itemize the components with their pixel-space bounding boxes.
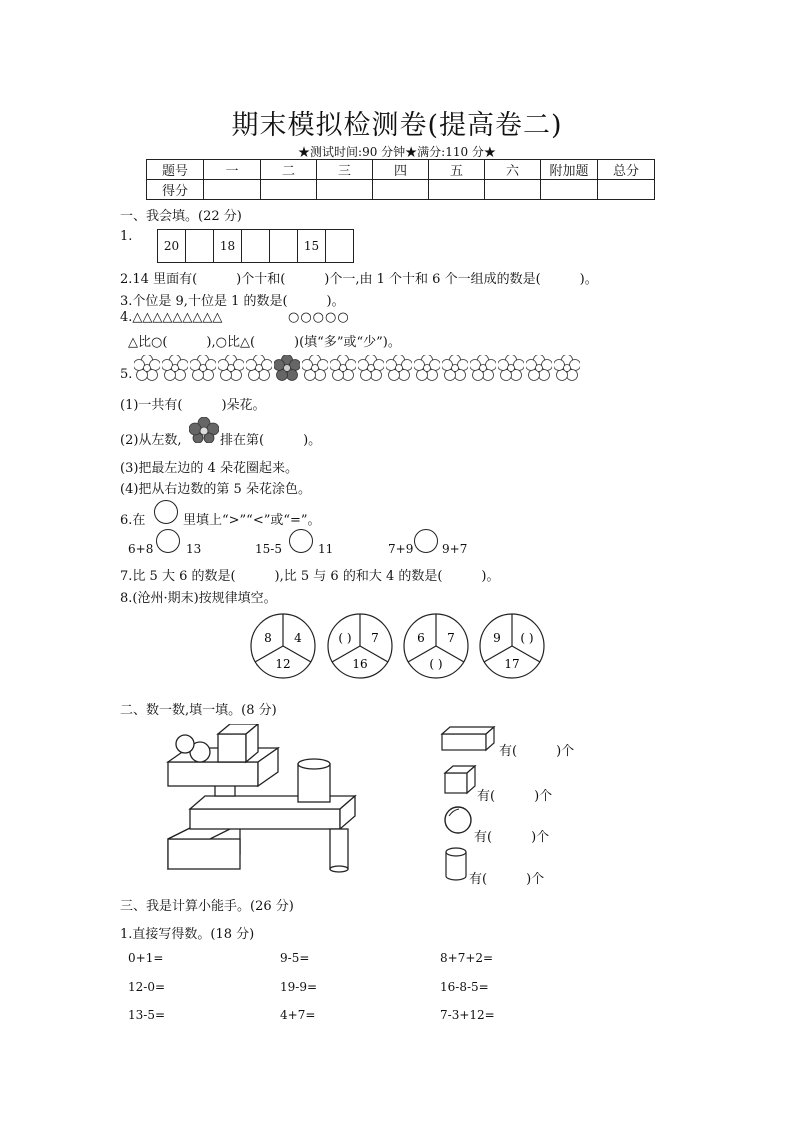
header-cell: 附加题 [541, 160, 598, 180]
header-cell: 五 [429, 160, 485, 180]
header-cell: 三 [317, 160, 373, 180]
header-cell: 二 [261, 160, 317, 180]
q6-text-b: 里填上“>”“<”或“=”。 [183, 513, 321, 528]
calc-item: 16-8-5= [440, 980, 489, 994]
q3-text: 3.个位是 9,十位是 1 的数是( )。 [120, 294, 345, 309]
score-cell[interactable] [541, 180, 598, 200]
score-cell[interactable] [261, 180, 317, 200]
q5-4-text: (4)把从右边数的第 5 朵花涂色。 [120, 482, 311, 497]
circle-value: 4 [294, 631, 302, 645]
compare-answer-circle[interactable] [414, 529, 438, 553]
calc-item: 8+7+2= [440, 951, 494, 965]
cuboid-answer: 有( )个 [499, 744, 575, 759]
page-title: 期末模拟检测卷(提高卷二) [231, 110, 563, 141]
circle-value: 6 [417, 631, 425, 645]
score-cell[interactable] [429, 180, 485, 200]
circle-value: 12 [275, 657, 291, 671]
circle-value: 8 [264, 631, 272, 645]
score-cell[interactable] [485, 180, 541, 200]
flower-icon[interactable] [134, 355, 160, 381]
score-cell[interactable] [598, 180, 655, 200]
flower-icon[interactable] [302, 355, 328, 381]
score-cell[interactable] [317, 180, 373, 200]
circle-value: 17 [504, 657, 520, 671]
compare-answer-circle[interactable] [289, 529, 313, 553]
page-subtitle: ★测试时间:90 分钟★满分:110 分★ [298, 145, 496, 159]
q6-item-right: 9+7 [442, 542, 468, 556]
section2-heading: 二、数一数,填一填。(8 分) [120, 703, 277, 718]
q5-flower-row [134, 355, 580, 381]
flower-icon[interactable] [414, 355, 440, 381]
q5-2-text-b: 排在第( )。 [220, 433, 322, 448]
q5-label: 5. [120, 367, 133, 382]
header-cell: 一 [204, 160, 261, 180]
circle-value: 16 [352, 657, 368, 671]
q6-item-right: 13 [186, 542, 202, 556]
flower-icon[interactable] [358, 355, 384, 381]
flower-icon[interactable] [442, 355, 468, 381]
flower-icon-special[interactable] [274, 355, 300, 381]
number-box[interactable] [270, 230, 298, 262]
q4-circles: ○○○○○ [288, 310, 350, 325]
q6-text-a: 6.在 [120, 513, 146, 528]
circle-value[interactable]: ( ) [429, 657, 443, 671]
flower-icon[interactable] [190, 355, 216, 381]
flower-icon[interactable] [162, 355, 188, 381]
flower-icon[interactable] [218, 355, 244, 381]
cuboid-icon [440, 726, 496, 752]
score-table-header-row [147, 160, 655, 180]
circle-value[interactable]: ( ) [520, 631, 534, 645]
calc-item: 7-3+12= [440, 1008, 495, 1022]
flower-icon[interactable] [554, 355, 580, 381]
flower-icon [189, 417, 219, 443]
number-box[interactable]: 20 [158, 230, 186, 262]
circle-value[interactable]: ( ) [338, 631, 352, 645]
q8-text: 8.(沧州·期末)按规律填空。 [120, 591, 277, 606]
q6-item-left: 6+8 [128, 542, 154, 556]
section3-heading: 三、我是计算小能手。(26 分) [120, 899, 294, 914]
score-cell[interactable] [373, 180, 429, 200]
number-box[interactable] [186, 230, 214, 262]
flower-icon[interactable] [330, 355, 356, 381]
block-stack-illustration [160, 724, 365, 874]
calc-item: 9-5= [280, 951, 310, 965]
number-box[interactable]: 15 [298, 230, 326, 262]
flower-icon[interactable] [386, 355, 412, 381]
calc-item: 13-5= [128, 1008, 166, 1022]
compare-answer-circle[interactable] [156, 529, 180, 553]
q2-text: 2.14 里面有( )个十和( )个一,由 1 个十和 6 个一组成的数是( )。 [120, 272, 598, 287]
calc-item: 4+7= [280, 1008, 316, 1022]
cube-icon [443, 765, 477, 795]
score-label-cell: 得分 [147, 180, 204, 200]
calc-item: 12-0= [128, 980, 166, 994]
score-table-score-row [147, 180, 655, 200]
q6-item-left: 7+9 [388, 542, 414, 556]
section1-heading: 一、我会填。(22 分) [120, 209, 242, 224]
header-cell: 四 [373, 160, 429, 180]
q6-item-left: 15-5 [255, 542, 282, 556]
header-cell: 题号 [147, 160, 204, 180]
q1-number-boxes [157, 229, 354, 263]
cube-answer: 有( )个 [477, 789, 553, 804]
q6-item-right: 11 [318, 542, 334, 556]
score-cell[interactable] [204, 180, 261, 200]
circle-value: 9 [493, 631, 501, 645]
flower-icon[interactable] [470, 355, 496, 381]
q4-triangles: 4.△△△△△△△△△ [120, 310, 223, 325]
sphere-icon [443, 805, 475, 837]
calc-item: 0+1= [128, 951, 164, 965]
sphere-answer: 有( )个 [474, 830, 550, 845]
circle-value: 7 [371, 631, 379, 645]
cylinder-answer: 有( )个 [469, 872, 545, 887]
header-cell: 六 [485, 160, 541, 180]
q8-pattern-circles [248, 612, 548, 682]
q7-text: 7.比 5 大 6 的数是( ),比 5 与 6 的和大 4 的数是( )。 [120, 569, 500, 584]
header-cell: 总分 [598, 160, 655, 180]
q4-text: △比○( ),○比△( )(填“多”或“少”)。 [128, 335, 401, 350]
calc-item: 19-9= [280, 980, 318, 994]
flower-icon[interactable] [526, 355, 552, 381]
number-box[interactable]: 18 [214, 230, 242, 262]
cylinder-icon [443, 846, 469, 882]
flower-icon[interactable] [246, 355, 272, 381]
q5-3-text: (3)把最左边的 4 朵花圈起来。 [120, 461, 298, 476]
q5-2-text-a: (2)从左数, [120, 433, 182, 448]
compare-circle-icon [154, 500, 178, 524]
q5-1-text: (1)一共有( )朵花。 [120, 398, 266, 413]
flower-icon[interactable] [498, 355, 524, 381]
number-box[interactable] [326, 230, 353, 262]
score-table [146, 159, 655, 200]
number-box[interactable] [242, 230, 270, 262]
circle-value: 7 [447, 631, 455, 645]
section3-sub1: 1.直接写得数。(18 分) [120, 927, 255, 942]
q1-label: 1. [120, 229, 133, 244]
